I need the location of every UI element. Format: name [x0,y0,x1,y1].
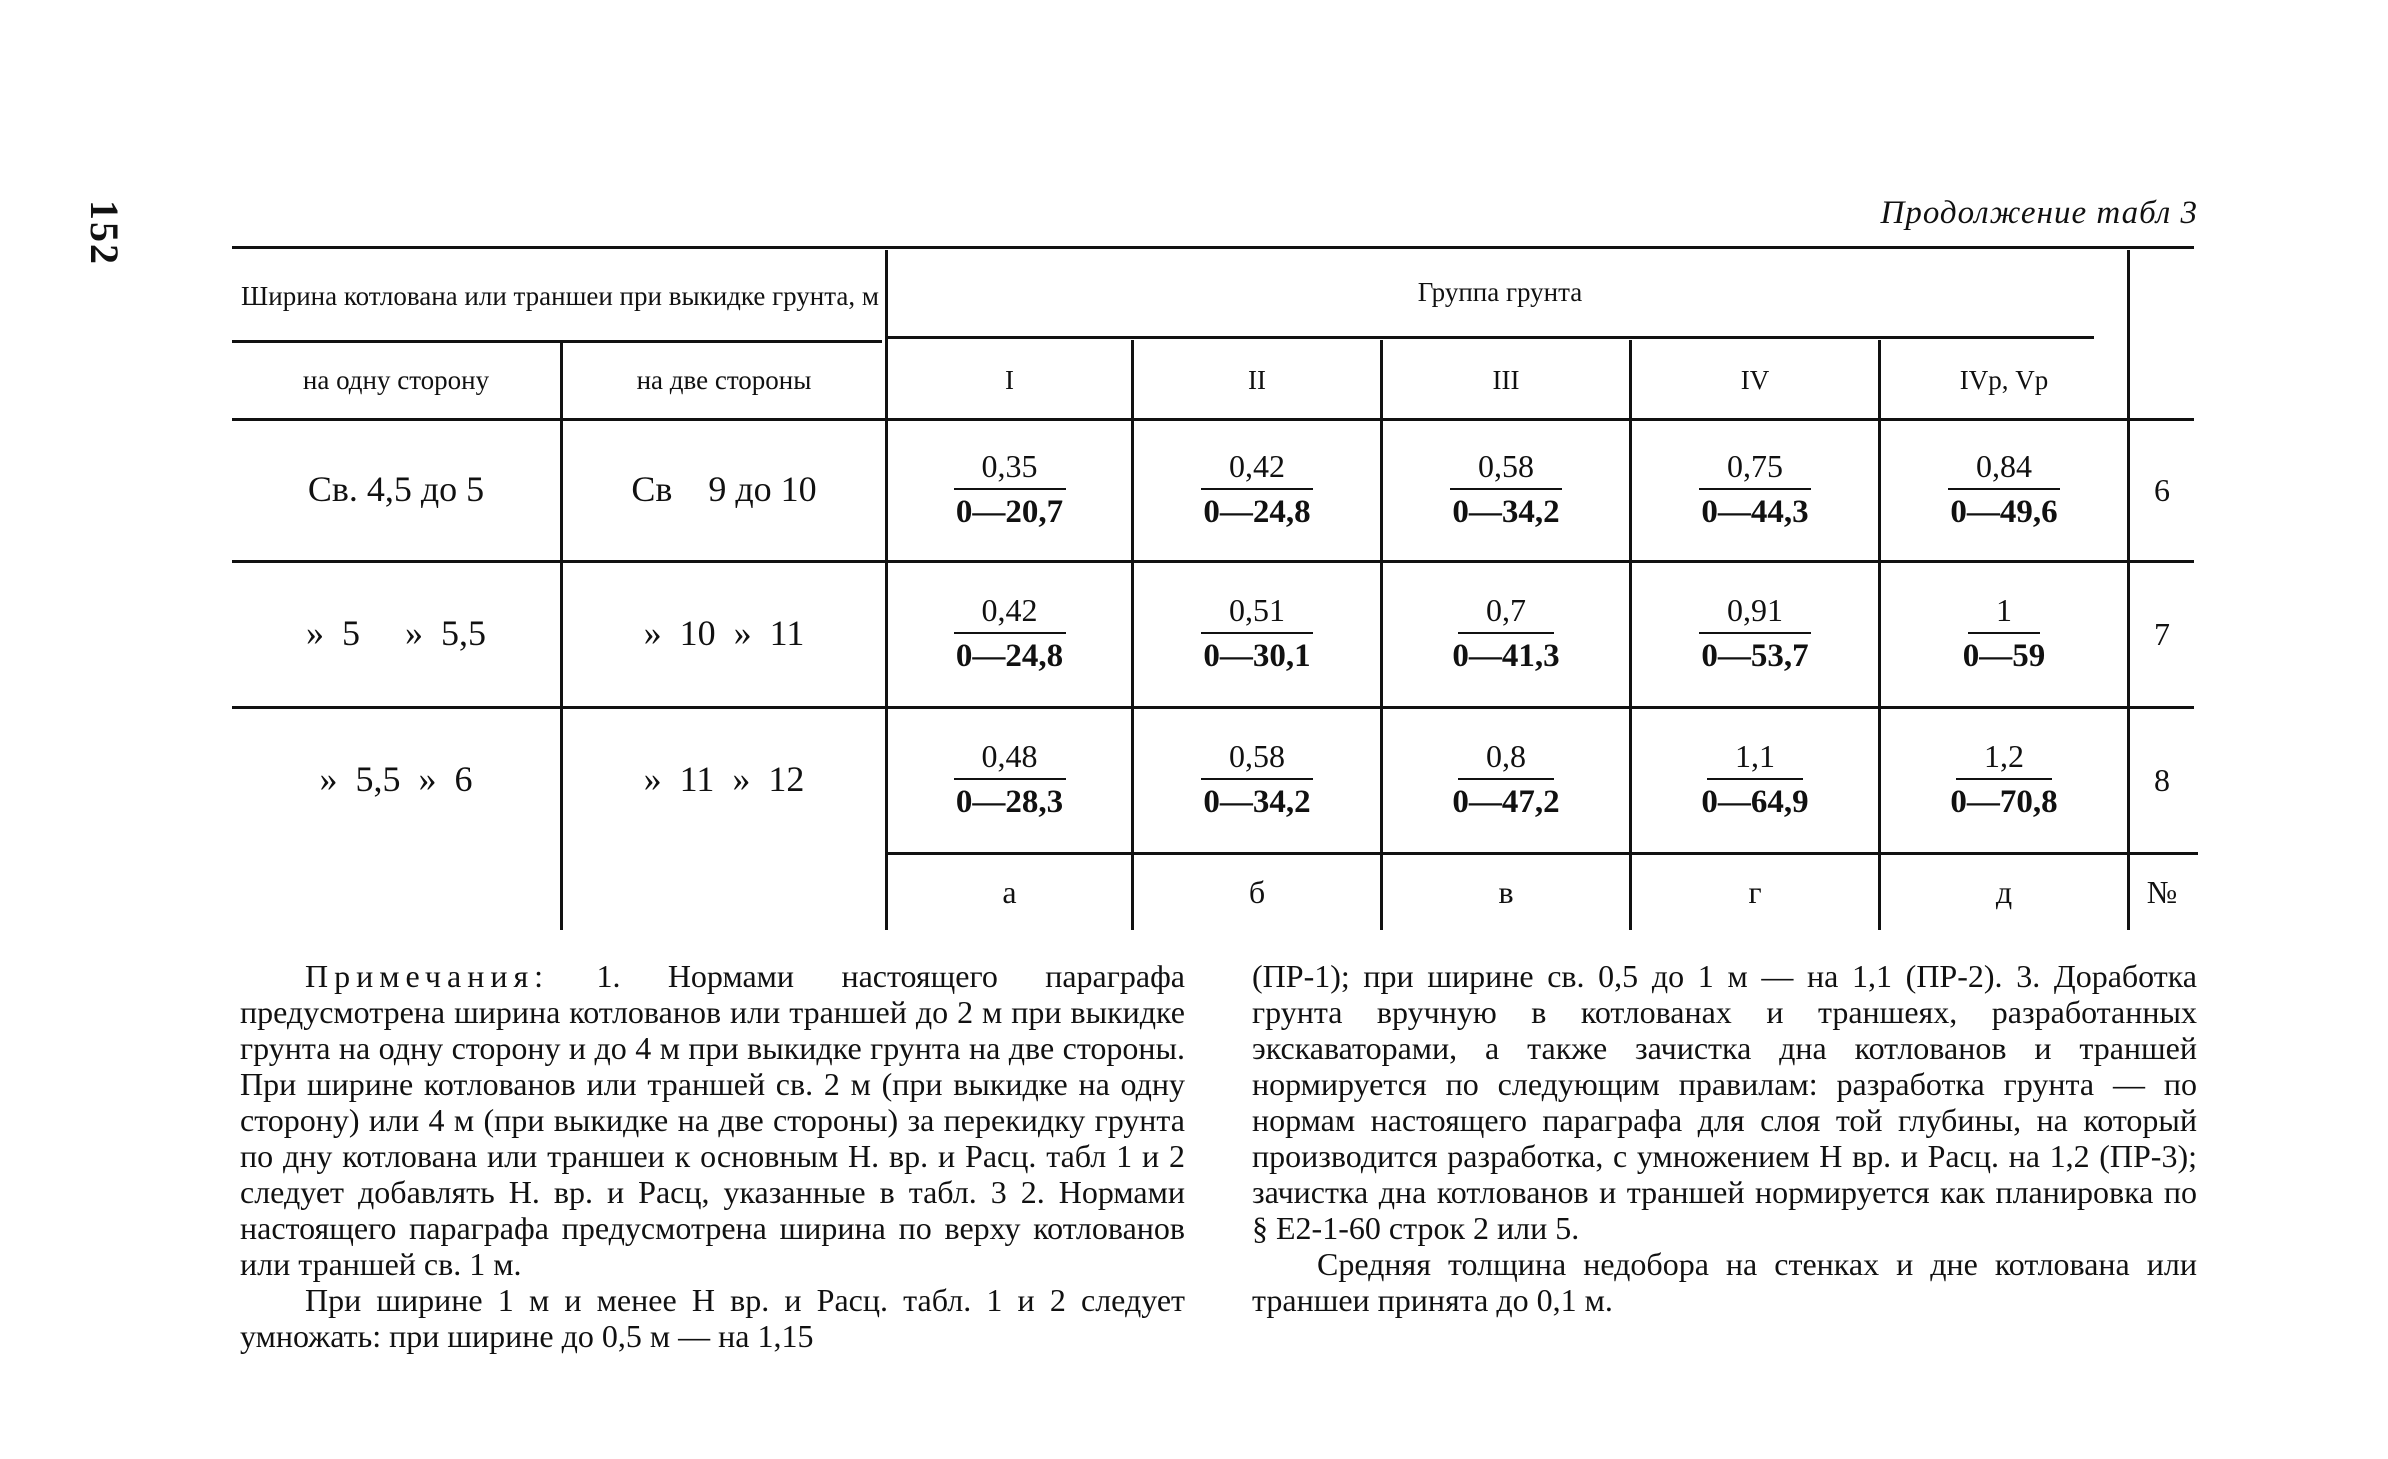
column-letter-a: а [1002,873,1017,910]
norm-value: 0,8 [1458,738,1554,781]
column-letter-g: г [1748,873,1762,910]
header-group-1: I [1005,365,1014,396]
rate-value: 0—34,2 [1452,494,1560,531]
header-sub-rule-left [232,340,882,343]
row-1-number: 6 [2154,471,2170,508]
row-1-two-sides: Св 9 до 10 [631,469,817,510]
table-top-rule [232,246,2194,249]
column-letter-b: б [1248,873,1266,910]
norm-value: 0,42 [954,592,1066,635]
notes-label: Примечания: [305,958,550,994]
rate-value: 0—30,1 [1203,638,1311,675]
row-3-two-sides: » 11 » 12 [643,759,805,800]
row-rule-1 [232,560,2194,563]
notes-paragraph-4: Средняя толщина недобора на стенках и дне котлована или траншеи принята до 0,1 м. [1252,1246,2197,1318]
rate-value: 0—28,3 [955,784,1064,821]
rate-value: 0—44,3 [1701,494,1809,531]
rate-value: 0—20,7 [955,494,1064,531]
row-2-cell-1 [888,564,1131,704]
row-3-number: 8 [2154,761,2170,798]
rate-value: 0—49,6 [1950,494,2058,531]
row-2-two-sides: » 10 » 11 [643,613,805,654]
header-bottom-rule [232,418,2194,421]
row-2-one-side: » 5 » 5,5 [306,613,486,654]
header-soil-group: Группа грунта [1417,277,1583,308]
row-1-cell-2 [1134,422,1380,558]
norm-value: 0,91 [1699,592,1811,635]
row-3-cell-1 [888,710,1131,850]
norm-value: 1,2 [1956,738,2052,781]
norm-value: 0,48 [954,738,1066,781]
norm-value: 0,58 [1450,448,1562,491]
row-3-cell-4 [1632,710,1878,850]
rate-value: 0—59 [1962,638,2046,675]
rate-value: 0—34,2 [1203,784,1311,821]
row-3-cell-3 [1383,710,1629,850]
norm-value: 0,42 [1201,448,1313,491]
notes-text: 1. Нормами настоящего параграфа предусмотрена ширина котлованов или траншей до 2 м при выкидке грунта на одну сторону и до 4 м при выкидке грунта на две стороны. При ширине котлованов или траншей св. 2 м (при выкидке на одну сторону) или 4 м (при выкидке на две стороны) за перекидку грунта по дну котлована или траншеи к основным Н. вр. и Расц. табл 1 и 2 следует добавлять Н. вр. и Расц, указанные в табл. 3 2. Нормами настоящего параграфа предусмотрена ширина по верху котлованов или траншей св. 1 м. [240,958,1186,1282]
row-2-cell-5 [1881,564,2127,704]
norm-value: 0,58 [1201,738,1313,781]
table-caption: Продолжение табл 3 [1880,195,2198,231]
header-group-3: III [1492,365,1520,396]
row-3-cell-2 [1134,710,1380,850]
header-one-side: на одну сторону [302,365,490,396]
header-group-5: IVр, Vр [1959,365,2049,396]
row-1-cell-1 [888,422,1131,558]
row-1-cell-4 [1632,422,1878,558]
row-2-cell-3 [1383,564,1629,704]
notes-left-column [240,958,1185,1354]
norm-value: 1 [1968,592,2040,635]
header-group-2: II [1248,365,1266,396]
row-2-number: 7 [2154,615,2170,652]
norm-value: 1,1 [1707,738,1803,781]
row-3-cell-5 [1881,710,2127,850]
rate-value: 0—70,8 [1950,784,2058,821]
number-column-label: № [2146,873,2178,910]
page-number: 152 [82,200,127,266]
rate-value: 0—64,9 [1701,784,1809,821]
rate-value: 0—41,3 [1452,638,1560,675]
header-two-sides: на две стороны [636,365,812,396]
norm-value: 0,84 [1948,448,2060,491]
rate-value: 0—53,7 [1701,638,1809,675]
norm-value: 0,7 [1458,592,1554,635]
header-group-4: IV [1740,365,1770,396]
rate-value: 0—24,8 [1203,494,1311,531]
column-letter-d: д [1995,873,2013,910]
row-rule-2 [232,706,2194,709]
row-2-cell-2 [1134,564,1380,704]
row-1-cell-3 [1383,422,1629,558]
norm-value: 0,35 [954,448,1066,491]
row-1-one-side: Св. 4,5 до 5 [307,469,485,510]
notes-paragraph-2: При ширине 1 м и менее Н вр. и Расц. табл. 1 и 2 следует умножать: при ширине до 0,5 м — на 1,15 [240,1282,1185,1354]
row-1-cell-5 [1881,422,2127,558]
row-rule-3 [888,852,2198,855]
notes-paragraph-1 [240,958,1185,1282]
header-width: Ширина котлована или траншеи при выкидке грунта, м [241,280,879,311]
notes-paragraph-3: (ПР-1); при ширине св. 0,5 до 1 м — на 1,1 (ПР-2). 3. Доработка грунта вручную в котлованах и траншеях, разработанных экскаваторами, а также зачистка дна котлованов и траншей нормируется по следующим правилам: разработка грунта — по нормам настоящего параграфа для слоя той глубины, на который производится разработка, с умножением Н вр. и Расц. на 1,2 (ПР-3); зачистка дна котлованов и траншей нормируется как планировка по § Е2-1-60 строк 2 или 5. [1252,958,2197,1246]
row-2-cell-4 [1632,564,1878,704]
norm-value: 0,51 [1201,592,1313,635]
header-sub-rule-right [888,336,2094,339]
row-3-one-side: » 5,5 » 6 [319,759,473,800]
column-letter-v: в [1498,873,1514,910]
norm-value: 0,75 [1699,448,1811,491]
notes-right-column [1252,958,2197,1318]
rate-value: 0—47,2 [1452,784,1560,821]
rate-value: 0—24,8 [955,638,1064,675]
